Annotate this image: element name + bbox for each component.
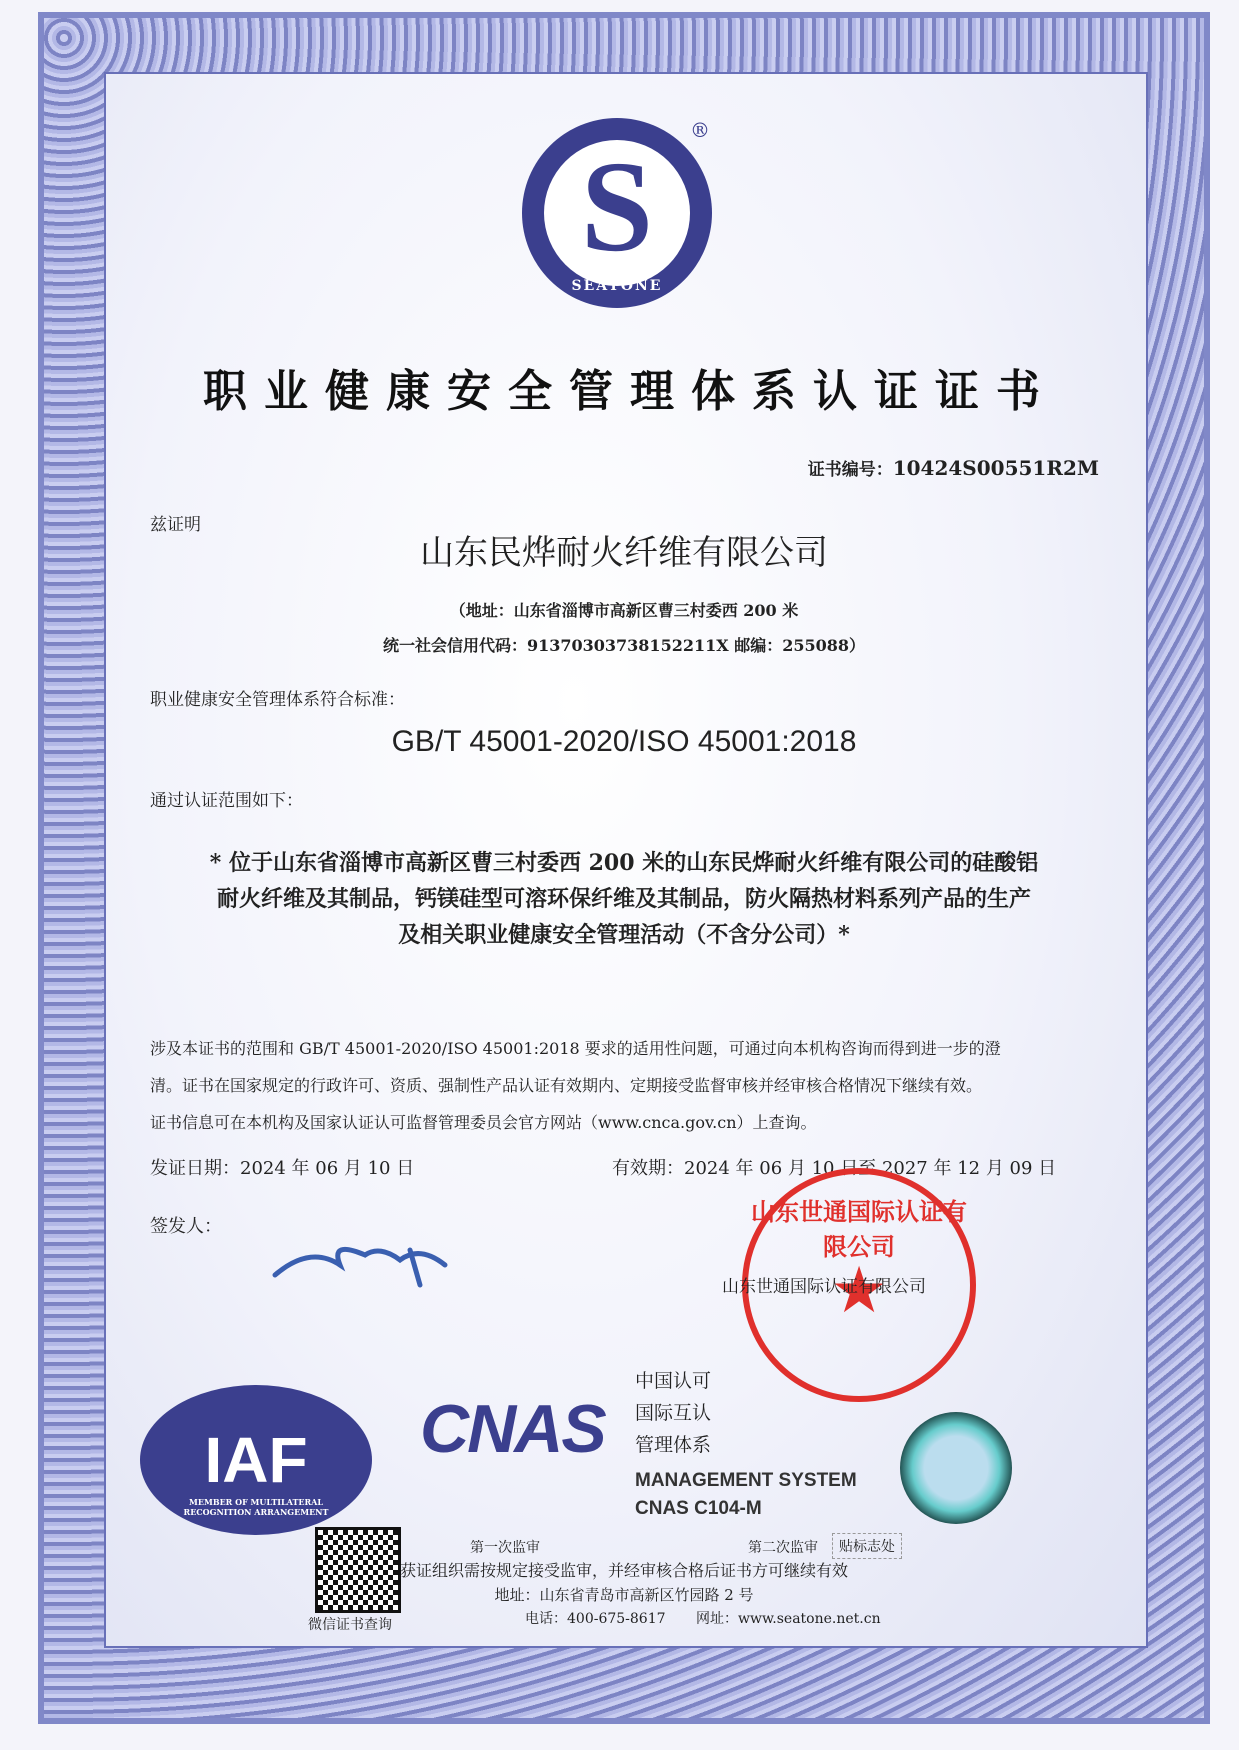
red-seal: 山东世通国际认证有限公司 ★	[742, 1168, 976, 1402]
standard-label: 职业健康安全管理体系符合标准：	[150, 690, 405, 710]
certificate-number: 证书编号：10424S00551R2M	[807, 456, 1099, 480]
cnas-code: CNAS C104-M	[635, 1498, 762, 1519]
hologram-seal-icon	[900, 1412, 1012, 1524]
accreditation-line: 国际互认	[635, 1402, 712, 1424]
footer-website: 网址：www.seatone.net.cn	[696, 1611, 881, 1627]
issuer-name: 山东世通国际认证有限公司	[722, 1277, 926, 1297]
credit-code: 统一社会信用代码：91370303738152211X 邮编：255088）	[382, 636, 866, 655]
first-surveillance: 第一次监审	[470, 1540, 540, 1556]
footer-address: 地址：山东省青岛市高新区竹园路 2 号	[494, 1586, 754, 1604]
cnas-logo: CNAS	[420, 1391, 605, 1467]
notes: 涉及本证书的范围和 GB/T 45001-2020/ISO 45001:2018 要求的适用性问题，可通过向本机构咨询而得到进一步的澄 清。证书在国家规定的行政许可、资质、强制性产品认证有效期内、定期接受监督审核并经审核合格情况下继续有效。 证书信息可在本机构及国家认证认可监督管理委员会官方网站（www.cnca.gov.cn）上查询。	[150, 1039, 1001, 1132]
qr-caption: 微信证书查询	[308, 1617, 392, 1633]
accreditation-line: 中国认可	[635, 1370, 712, 1392]
footer-phone: 电话：400-675-8617	[525, 1611, 666, 1627]
scope: * 位于山东省淄博市高新区曹三村委西 200 米的山东民烨耐火纤维有限公司的硅酸铝 耐火纤维及其制品，钙镁硅型可溶环保纤维及其制品，防火隔热材料系列产品的生产 及相关职业健康安全管理活动（不含分公司）*	[209, 850, 1039, 948]
company-name: 山东民烨耐火纤维有限公司	[420, 533, 828, 573]
hereby-label: 兹证明	[150, 515, 201, 535]
accreditation-line: 管理体系	[635, 1434, 712, 1456]
standard: GB/T 45001-2020/ISO 45001:2018	[391, 725, 857, 758]
star-icon: ★	[830, 1254, 888, 1328]
issue-date: 发证日期：2024 年 06 月 10 日	[150, 1158, 415, 1179]
iaf-logo: IAF MEMBER OF MULTILATERAL RECOGNITION ARRANGEMENT	[140, 1385, 372, 1535]
management-system: MANAGEMENT SYSTEM	[635, 1470, 857, 1491]
signer-label: 签发人：	[150, 1216, 222, 1237]
footer-notice: 获证组织需按规定接受监审，并经审核合格后证书方可继续有效	[399, 1561, 848, 1580]
registered-mark: ®	[690, 118, 710, 142]
validity: 有效期：2024 年 06 月 10 日至 2027 年 12 月 09 日	[612, 1158, 1057, 1179]
second-surveillance: 第二次监审	[748, 1540, 818, 1556]
company-address: （地址：山东省淄博市高新区曹三村委西 200 米	[449, 601, 799, 620]
sticker-area: 贴标志处	[832, 1533, 902, 1559]
seatone-logo: S SEATONE	[522, 118, 712, 308]
certificate-title: 职业健康安全管理体系认证证书	[203, 366, 1057, 417]
scope-label: 通过认证范围如下：	[150, 791, 303, 811]
signature	[270, 1225, 460, 1295]
